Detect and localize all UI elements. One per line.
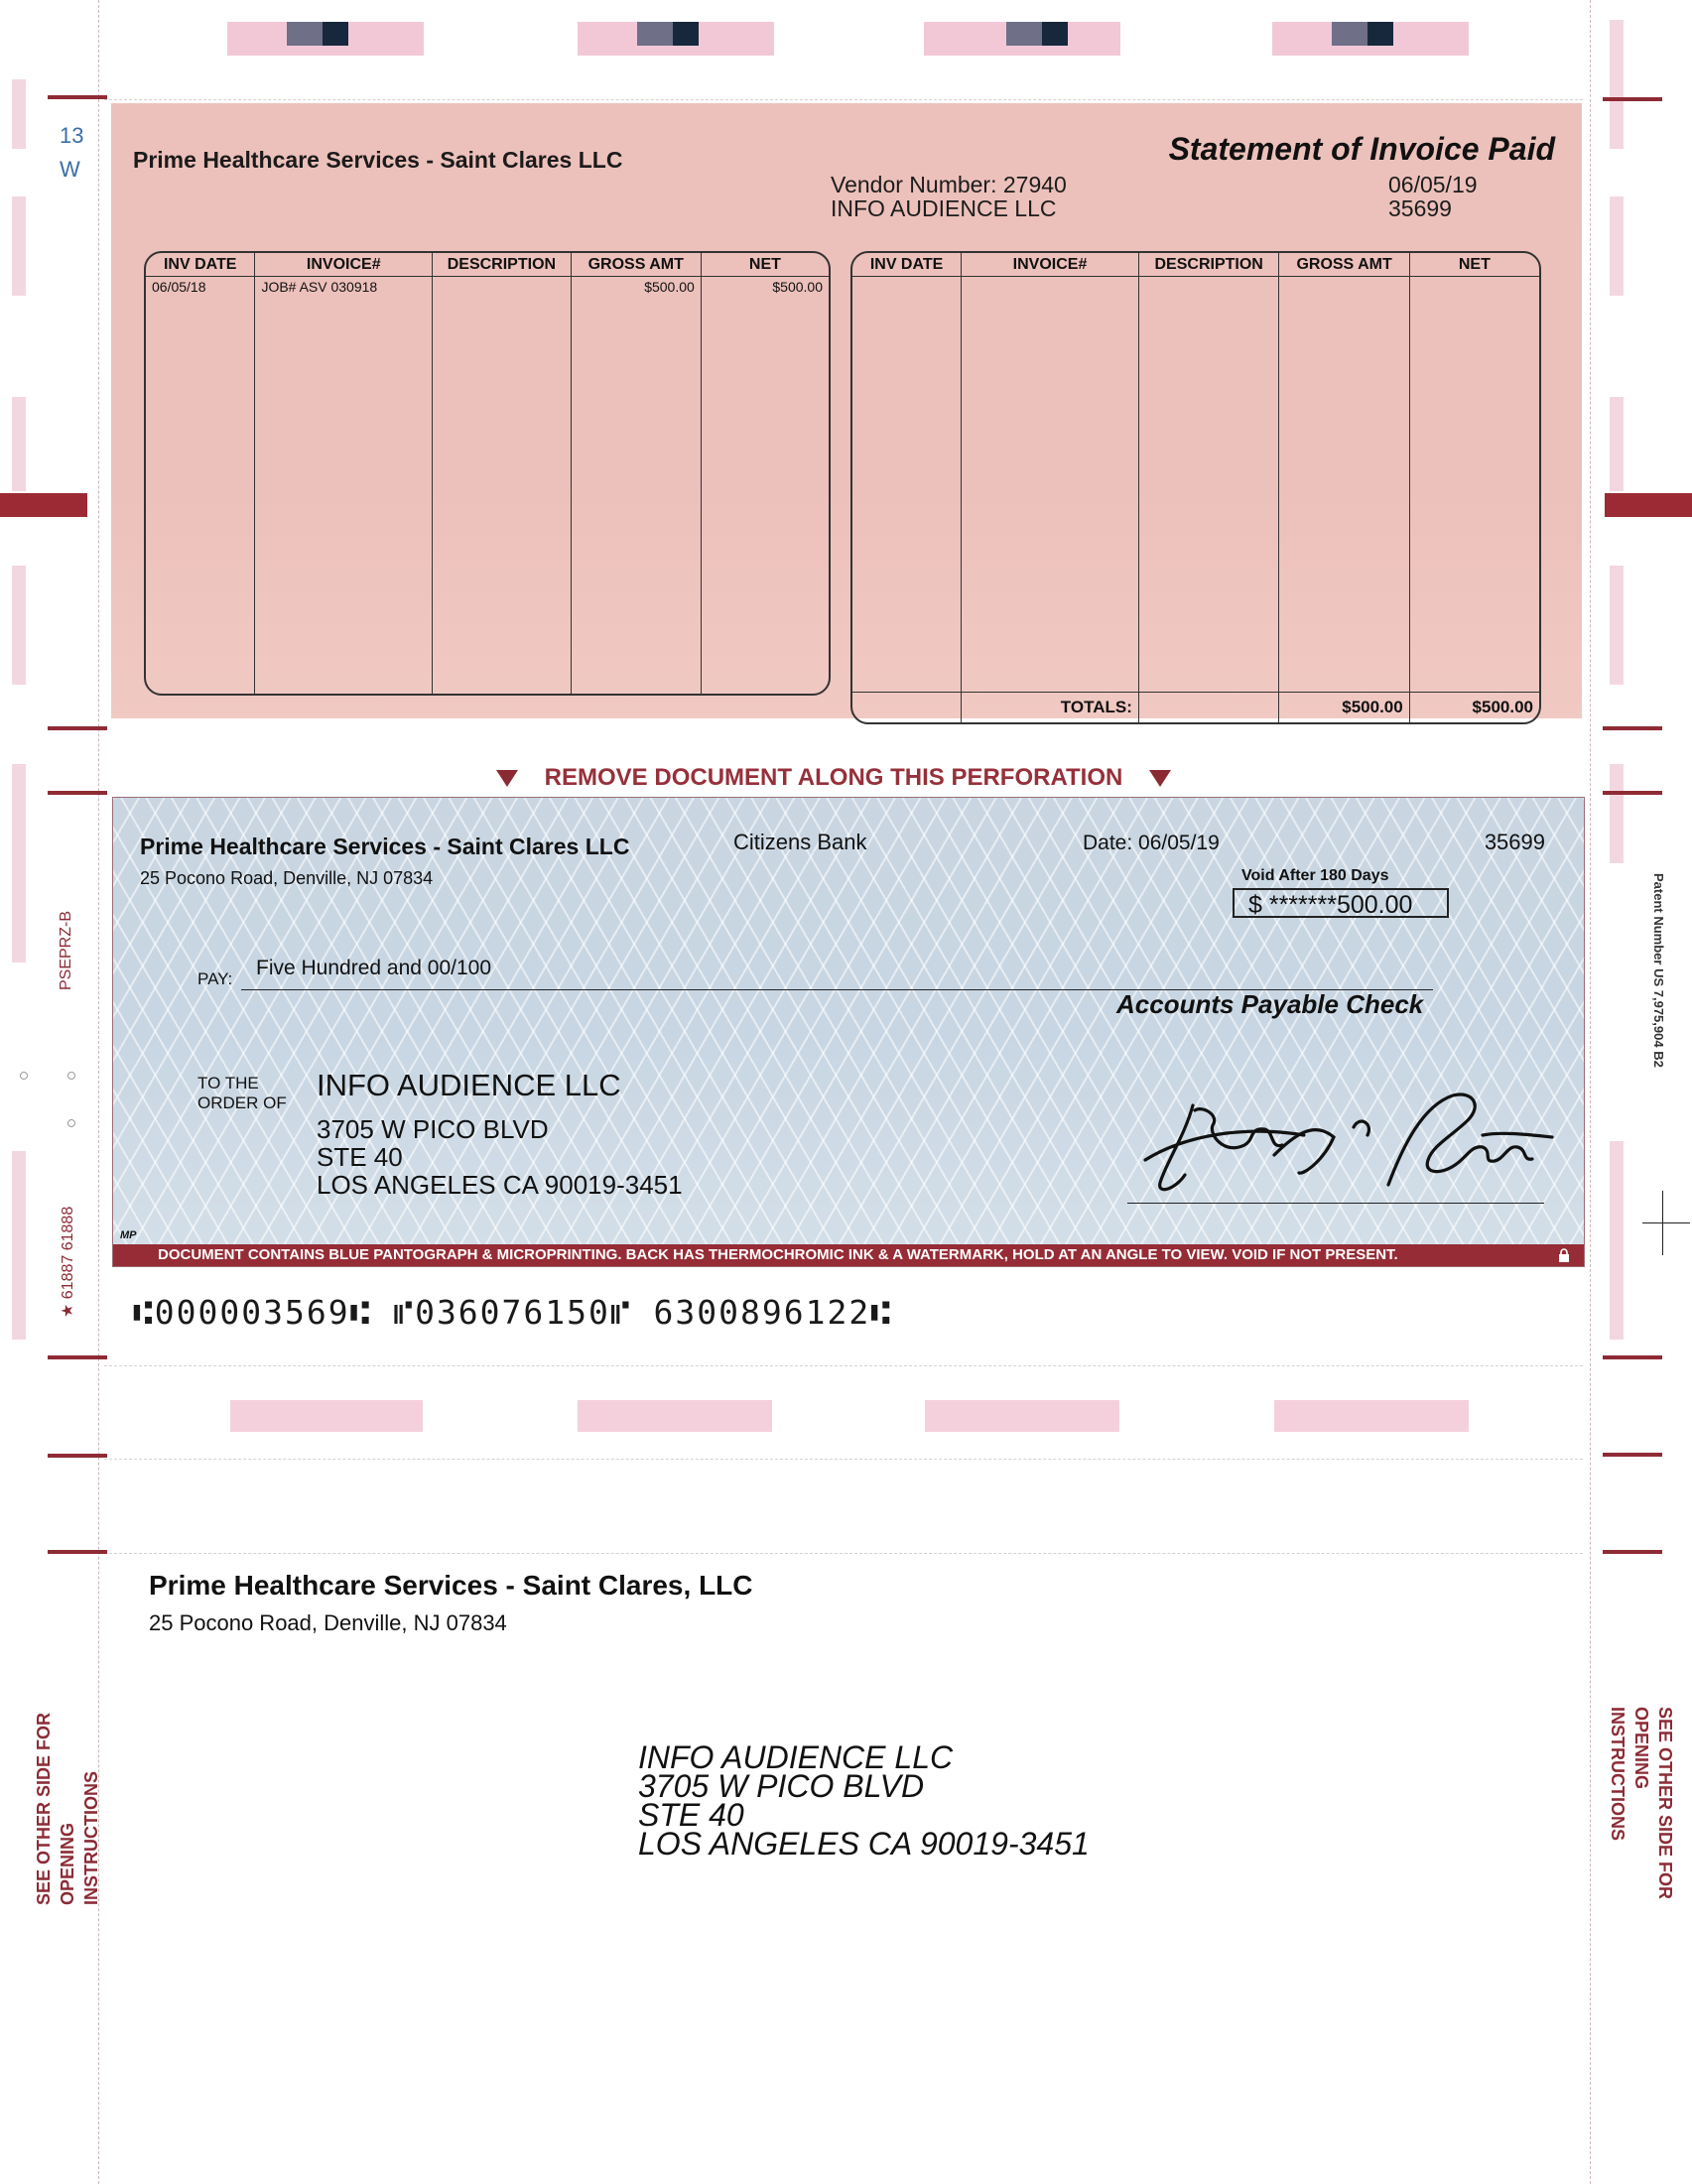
check-company: Prime Healthcare Services - Saint Clares LLC (140, 834, 630, 859)
right-tick (1603, 97, 1662, 101)
recipient-line: INFO AUDIENCE LLC (638, 1739, 954, 1775)
pay-label: PAY: (197, 969, 233, 988)
perf-line-lower (104, 1459, 1583, 1460)
invoice-table-right (850, 251, 1541, 724)
right-tick (1603, 791, 1662, 795)
form-numbers: ★ 61887 61888 (60, 1206, 76, 1318)
recipient-address (638, 1739, 1090, 1862)
to-order-line2: ORDER OF (197, 1093, 287, 1112)
payee-name: INFO AUDIENCE LLC (317, 1068, 621, 1102)
check-number: 35699 (1484, 830, 1545, 854)
payee-address-line: 3705 W PICO BLVD (317, 1114, 549, 1144)
cell-invoice: JOB# ASV 030918 (254, 277, 432, 297)
arrow-down-icon (1149, 770, 1171, 787)
perf-line-envelope (104, 1553, 1583, 1554)
total-gross: $500.00 (1278, 692, 1408, 722)
left-strip (12, 397, 26, 491)
right-registration-bar (1605, 493, 1692, 517)
security-notice: DOCUMENT CONTAINS BLUE PANTOGRAPH & MICROPRINTING. BACK HAS THERMOCHROMIC INK & A WATERMARK, HOLD AT AN ANGLE TO VIEW. VOID IF NOT PRESENT. (158, 1246, 1398, 1263)
form-code: PSEPRZ-B (58, 910, 74, 990)
cell-inv-date: 06/05/18 (152, 279, 206, 295)
registration-block (637, 22, 699, 46)
invoice-table-left (144, 251, 831, 696)
col-invoice: INVOICE# (961, 253, 1138, 277)
bank-name: Citizens Bank (733, 830, 867, 854)
lock-icon (1558, 1248, 1570, 1262)
amount-box: $ *******500.00 (1233, 888, 1449, 918)
vendor-name: INFO AUDIENCE LLC (831, 195, 1057, 221)
table-filler (146, 297, 829, 694)
opening-instructions-right-text: SEE OTHER SIDE FOR OPENING INSTRUCTIONS (1608, 1707, 1675, 1900)
top-tab (578, 22, 774, 56)
left-tick (48, 95, 107, 99)
totals-row (852, 692, 1539, 722)
check (112, 797, 1585, 1267)
signature-line (1127, 1203, 1544, 1204)
recipient-line: 3705 W PICO BLVD (638, 1768, 925, 1804)
table-header (146, 253, 829, 277)
right-tick (1603, 1453, 1662, 1457)
microprint-mark: MP (120, 1229, 137, 1241)
margin-hole (20, 1072, 28, 1080)
opening-instructions-left (32, 1707, 103, 1905)
bottom-tab (230, 1400, 423, 1432)
page-letter: W (60, 157, 80, 182)
col-invoice: INVOICE# (254, 253, 432, 277)
left-strip (12, 566, 26, 685)
bottom-tab (925, 1400, 1119, 1432)
col-inv-date: INV DATE (146, 253, 254, 277)
table-header (852, 253, 1539, 277)
left-tick (48, 726, 107, 730)
left-tick (48, 1454, 107, 1458)
statement-check-number: 35699 (1388, 195, 1452, 221)
registration-block (1006, 22, 1068, 46)
check-type: Accounts Payable Check (1116, 989, 1424, 1019)
recipient-line: STE 40 (638, 1797, 744, 1833)
bottom-tab (1274, 1400, 1469, 1432)
table-row (146, 277, 829, 297)
right-tick (1603, 1550, 1662, 1554)
right-strip (1610, 397, 1624, 491)
col-description: DESCRIPTION (432, 253, 571, 277)
total-net: $500.00 (1409, 692, 1539, 722)
perforation-text: REMOVE DOCUMENT ALONG THIS PERFORATION (544, 764, 1123, 791)
statement-date: 06/05/19 (1388, 172, 1478, 197)
to-order-line1: TO THE (197, 1074, 259, 1092)
sender-address: 25 Pocono Road, Denville, NJ 07834 (149, 1610, 507, 1635)
top-tab (227, 22, 424, 56)
left-tick (48, 1550, 107, 1554)
col-inv-date: INV DATE (852, 253, 961, 277)
check-company-address: 25 Pocono Road, Denville, NJ 07834 (140, 868, 434, 888)
bottom-tab (578, 1400, 772, 1432)
vendor-number: Vendor Number: 27940 (831, 172, 1067, 197)
cell-net: $500.00 (701, 277, 829, 297)
col-net: NET (1409, 253, 1539, 277)
perforation-instruction (496, 764, 1171, 792)
signature (1125, 1066, 1562, 1205)
margin-hole (67, 1119, 75, 1127)
top-perforation (104, 99, 1583, 100)
col-gross-amt: GROSS AMT (1278, 253, 1408, 277)
payee-address-line: LOS ANGELES CA 90019-3451 (317, 1170, 683, 1200)
left-strip (12, 79, 26, 149)
opening-instructions-right (1606, 1707, 1677, 1905)
left-tick (48, 1355, 107, 1359)
cell-description (432, 277, 571, 297)
to-the-order-of (197, 1074, 287, 1113)
left-strip (12, 764, 26, 963)
payee-address (317, 1115, 683, 1199)
cut-mark (1662, 1191, 1663, 1255)
micr-line: ⑆000003569⑆ ⑈036076150⑈ 6300896122⑆ (133, 1293, 893, 1332)
cut-mark (1642, 1222, 1690, 1223)
perf-line-upper (104, 1365, 1583, 1366)
right-perforation (1590, 0, 1591, 2184)
statement-stub (111, 103, 1582, 718)
left-strip (12, 196, 26, 296)
statement-company: Prime Healthcare Services - Saint Clares LLC (133, 147, 623, 173)
recipient-line: LOS ANGELES CA 90019-3451 (638, 1826, 1090, 1862)
registration-block (287, 22, 348, 46)
left-registration-bar (0, 493, 87, 517)
totals-label: TOTALS: (961, 692, 1138, 722)
right-strip (1610, 764, 1624, 863)
right-strip (1610, 196, 1624, 296)
margin-hole (67, 1072, 75, 1080)
right-strip (1610, 20, 1624, 149)
top-tab (924, 22, 1120, 56)
arrow-down-icon (496, 770, 518, 787)
void-after: Void After 180 Days (1241, 867, 1389, 884)
right-strip (1610, 566, 1624, 685)
registration-block (1332, 22, 1393, 46)
right-strip (1610, 1141, 1624, 1340)
patent-number: Patent Number US 7,975,904 B2 (1651, 873, 1666, 1068)
payee-address-line: STE 40 (317, 1142, 403, 1172)
statement-title: Statement of Invoice Paid (1168, 131, 1555, 167)
opening-instructions-left-text: SEE OTHER SIDE FOR OPENING INSTRUCTIONS (34, 1712, 101, 1905)
left-tick (48, 791, 107, 795)
sender-company: Prime Healthcare Services - Saint Clares, LLC (149, 1570, 753, 1601)
col-gross-amt: GROSS AMT (571, 253, 701, 277)
table-filler (852, 277, 1539, 692)
right-tick (1603, 1355, 1662, 1359)
page-count: 13 (60, 123, 84, 148)
col-net: NET (701, 253, 829, 277)
col-description: DESCRIPTION (1138, 253, 1279, 277)
left-strip (12, 1151, 26, 1340)
security-notice-bar (113, 1244, 1584, 1266)
cell-gross: $500.00 (571, 277, 701, 297)
top-tab (1272, 22, 1469, 56)
pay-amount-words: Five Hundred and 00/100 (256, 957, 491, 979)
check-date: Date: 06/05/19 (1083, 832, 1220, 854)
right-tick (1603, 726, 1662, 730)
